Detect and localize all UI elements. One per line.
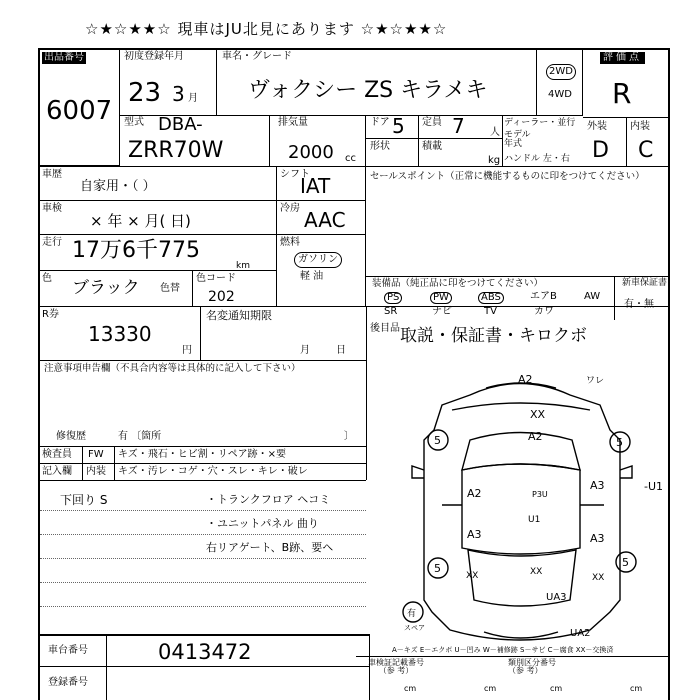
checker-fw-items: キズ・飛石・ヒビ割・リペア跡・×要 <box>118 449 286 460</box>
mileage-value: 17万6千775 <box>72 238 200 263</box>
interior-label: 内装 <box>630 121 650 132</box>
equip-abs: ABS <box>478 292 504 304</box>
recycle-value: 13330 <box>88 322 152 346</box>
spare-mark: 有 <box>407 609 417 619</box>
accessories-label: 後目品 <box>370 323 400 334</box>
inspection-label: 車検 <box>42 203 62 214</box>
mark-a2-top: A2 <box>518 373 533 386</box>
color-value: ブラック <box>72 278 140 298</box>
note-line2: ・ユニットパネル 曲り <box>206 517 319 530</box>
dealer-model-year: モデル 年式 <box>504 130 531 149</box>
cooling-value: AAC <box>304 208 346 232</box>
model-code: ZRR70W <box>128 138 224 163</box>
mark-xx-bl: XX <box>466 571 479 581</box>
dealer-handle: ハンドル 左・右 <box>504 154 570 164</box>
entry-label: 記入欄 <box>42 466 72 477</box>
accessories-value: 取説・保証書・キロクボ <box>400 326 587 346</box>
spare-label: スペア <box>404 624 425 632</box>
load-label: 積載 <box>422 141 442 152</box>
usage-label: 車歴 <box>42 169 62 180</box>
color-code-label: 色コード <box>196 273 236 284</box>
tax-notice-day: 日 <box>336 345 346 356</box>
color-change-label: 色替 <box>160 283 180 294</box>
usage-value: 自家用・（ ） <box>80 179 156 194</box>
tax-notice-label: 名変通知期限 <box>206 309 272 322</box>
doors-value: 5 <box>392 114 405 138</box>
legend: A－キズ E－エクボ U－凹み W－補修跡 S－サビ C－腐食 XX－交換済 <box>392 646 614 654</box>
hood-line <box>452 403 590 410</box>
mark-xx-top: XX <box>530 408 546 421</box>
car-name-label: 車名・グレード <box>222 51 292 62</box>
first-reg-year: 23 <box>128 78 162 108</box>
color-label: 色 <box>42 273 52 284</box>
mark-a3-right2: A3 <box>590 532 605 545</box>
displacement-unit: cc <box>345 153 356 164</box>
cm-unit-2: cm <box>484 684 497 693</box>
mark-ua3: UA3 <box>546 592 567 603</box>
car-outline <box>424 384 620 641</box>
exterior-label: 外装 <box>587 121 607 132</box>
equip-aw: AW <box>584 291 601 302</box>
drive-2wd: 2WD <box>546 64 576 80</box>
note-line3: 右リアゲート、B跡、要ヘ <box>206 541 334 554</box>
first-reg-month: 3 <box>172 82 185 106</box>
mark-a2-left: A2 <box>467 487 482 500</box>
rating-label: 評価点 <box>600 52 645 64</box>
lot-number: 6007 <box>46 96 113 126</box>
rating-value: R <box>612 77 632 110</box>
inspection-value: × 年 × 月( 日) <box>90 212 191 230</box>
cat-label: 類別区分番号 （参 考） <box>508 658 556 675</box>
fuel-gasoline: ガソリン <box>294 252 342 268</box>
rear-bumper <box>484 632 558 638</box>
warranty-label: 新車保証書 <box>622 278 668 288</box>
sales-point-label: セールスポイント（正常に機能するものに印をつけてください） <box>370 171 645 182</box>
first-reg-month-unit: 月 <box>188 93 198 104</box>
mark-xx-bc: XX <box>530 567 543 577</box>
displacement-label: 排気量 <box>278 117 308 128</box>
equip-sr: SR <box>384 306 398 317</box>
model-prefix: DBA- <box>158 114 203 135</box>
drive-4wd: 4WD <box>548 89 572 100</box>
dealer-label: ディーラー・並行 <box>504 118 576 128</box>
entry-int-items: キズ・汚レ・コゲ・穴・スレ・キレ・破レ <box>118 466 308 477</box>
notes-label: 注意事項申告欄（不具合内容等は具体的に記入して下さい） <box>44 363 301 374</box>
capacity-value: 7 <box>452 114 465 138</box>
recycle-unit: 円 <box>182 345 192 356</box>
cooling-label: 冷房 <box>280 203 300 214</box>
tire-label-rr: 5 <box>622 556 629 569</box>
equip-ps: PS <box>384 292 402 304</box>
mirror-right <box>620 466 632 478</box>
fuel-label: 燃料 <box>280 237 300 248</box>
reg-number-label: 登録番号 <box>48 677 88 688</box>
cm-unit-3: cm <box>550 684 563 693</box>
mark-xx-br: XX <box>592 573 605 583</box>
header-banner: ☆★☆★★☆ 現車はJU北見にあります ☆★☆★★☆ <box>85 20 448 38</box>
mark-a3-right: A3 <box>590 479 605 492</box>
tire-label-fl: 5 <box>434 434 441 447</box>
mark-a2-hood: A2 <box>528 430 543 443</box>
shift-value: IAT <box>300 174 331 198</box>
cm-unit-1: cm <box>404 684 417 693</box>
entry-interior: 内装 <box>86 466 106 477</box>
fuel-diesel: 軽 油 <box>300 271 324 282</box>
displacement-value: 2000 <box>288 142 334 163</box>
note-line1: ・トランクフロア ヘコミ <box>206 493 331 506</box>
mirror-left <box>412 466 424 478</box>
repair-label: 修復歴 <box>56 431 86 442</box>
mileage-unit: km <box>236 261 250 271</box>
equip-tv: TV <box>484 306 497 317</box>
tire-label-rl: 5 <box>434 562 441 575</box>
equipment-label: 装備品（純正品に印をつけてください） <box>372 278 544 289</box>
recycle-label: R券 <box>42 309 59 320</box>
tire-label-fr: 5 <box>616 436 623 449</box>
mark-wal: ワレ <box>586 376 605 386</box>
shift-label: シフト <box>280 169 310 180</box>
capacity-unit: 人 <box>490 127 500 138</box>
mileage-label: 走行 <box>42 237 62 248</box>
mark-u-right: -U1 <box>644 480 664 493</box>
cm-unit-4: cm <box>630 684 643 693</box>
reg-cert-label: 車検証記載番号 （参 考） <box>368 658 424 675</box>
equip-leather: カワ <box>534 306 554 317</box>
exterior-value: D <box>592 138 609 163</box>
mark-u1: U1 <box>528 515 541 525</box>
interior-value: C <box>638 138 654 163</box>
tax-notice-month: 月 <box>300 345 310 356</box>
mark-a3-left: A3 <box>467 528 482 541</box>
repair-value: 有 〔箇所 <box>118 431 162 442</box>
note-left: 下回り S <box>60 493 108 507</box>
mark-ua2: UA2 <box>570 628 591 639</box>
car-name-value: ヴォクシー ZS キラメキ <box>248 78 488 103</box>
chassis-value: 0413472 <box>158 640 252 664</box>
equip-airbag: エアB <box>530 291 557 302</box>
chassis-label: 車台番号 <box>48 645 88 656</box>
repair-close: 〕 <box>344 431 354 442</box>
lot-label: 出品番号 <box>44 52 84 63</box>
mark-p3u: P3U <box>532 490 548 499</box>
checker-label: 検査員 <box>42 449 72 460</box>
first-reg-label: 初度登録年月 <box>124 51 184 62</box>
color-code: 202 <box>208 289 235 305</box>
warranty-value: 有・無 <box>624 299 654 310</box>
equip-pw: PW <box>430 292 452 304</box>
model-label: 型式 <box>124 117 144 128</box>
load-unit: kg <box>488 155 501 166</box>
capacity-label: 定員 <box>422 117 442 128</box>
doors-label: ドア <box>370 117 390 128</box>
checker-fw: FW <box>88 449 104 460</box>
equip-navi: ナビ <box>432 306 452 317</box>
shape-label: 形状 <box>370 141 390 152</box>
